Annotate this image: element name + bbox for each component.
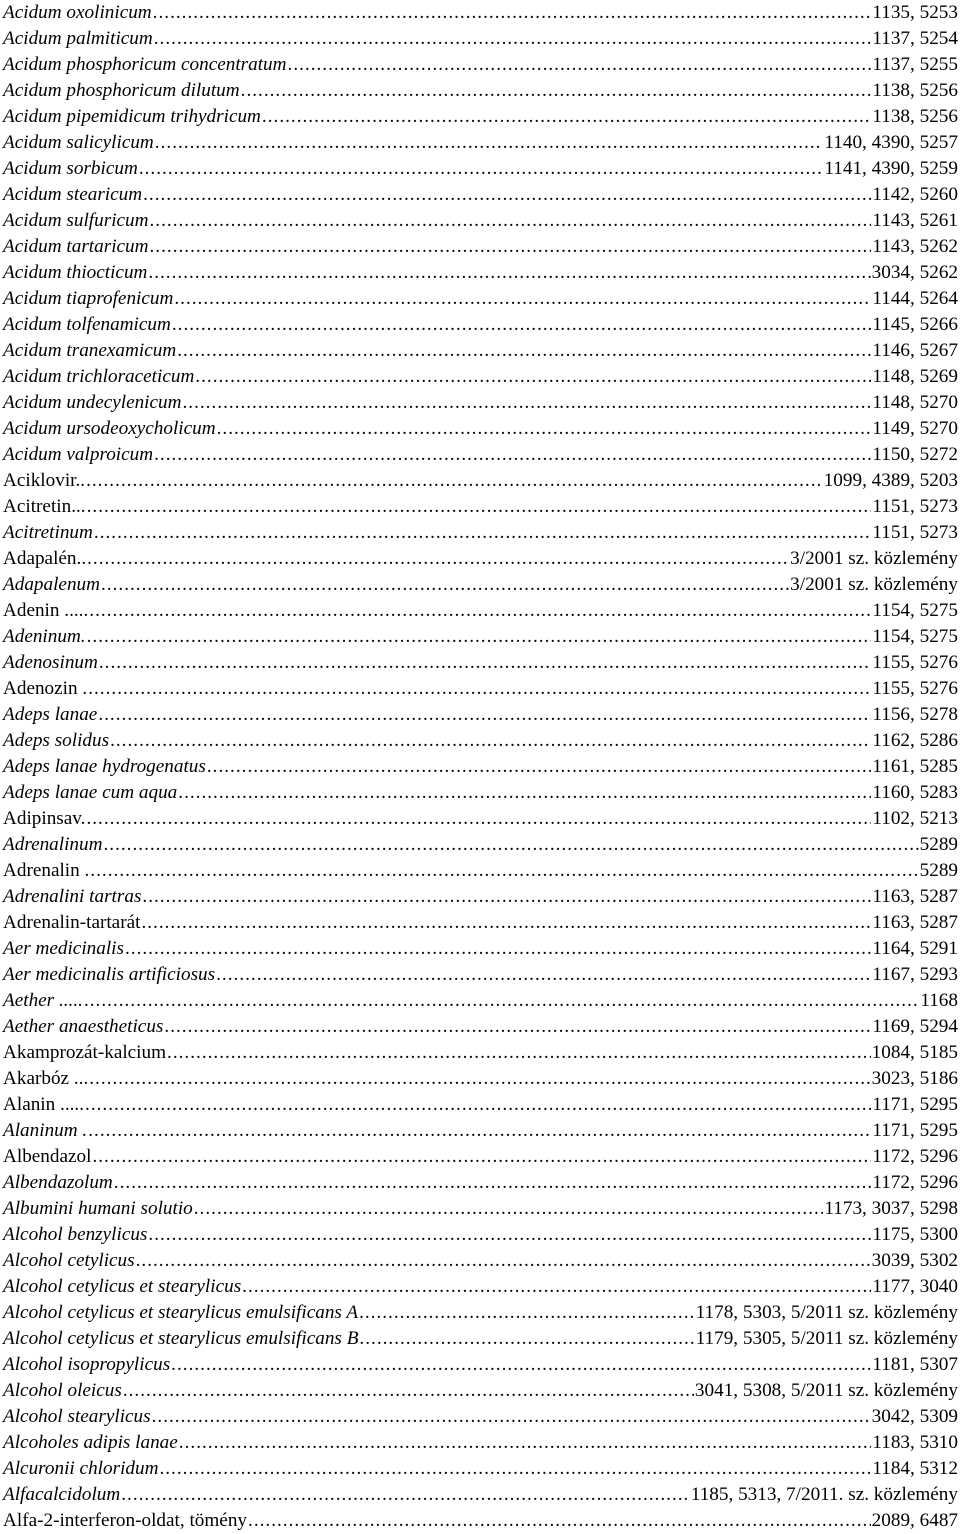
entry-page-refs: 1175, 5300 xyxy=(872,1224,958,1245)
entry-page-refs: 1162, 5286 xyxy=(872,730,958,751)
entry-page-refs: 1084, 5185 xyxy=(871,1042,958,1063)
entry-page-refs: 1160, 5283 xyxy=(872,782,958,803)
dot-leader xyxy=(164,1014,871,1040)
index-entry xyxy=(0,910,960,936)
entry-term: Adenozin . xyxy=(3,678,88,699)
entry-term: Adrenalini tartras xyxy=(3,886,142,907)
entry-term: Acidum undecylenicum xyxy=(3,392,182,413)
index-entry xyxy=(0,832,960,858)
entry-page-refs: 1137, 5254 xyxy=(872,28,958,49)
index-entry xyxy=(0,1144,960,1170)
dot-leader xyxy=(167,1040,871,1066)
entry-page-refs: 1156, 5278 xyxy=(872,704,958,725)
entry-page-refs: 3/2001 sz. közlemény xyxy=(790,548,958,569)
entry-term: Acidum palmiticum xyxy=(3,28,153,49)
entry-term: Aciklovir.. xyxy=(3,470,86,491)
entry-page-refs: 1161, 5285 xyxy=(872,756,958,777)
index-entry xyxy=(0,1118,960,1144)
entry-term: Adrenalin . xyxy=(3,860,90,881)
index-entry xyxy=(0,1430,960,1456)
index-entry xyxy=(0,494,960,520)
index-entry xyxy=(0,572,960,598)
index-entry xyxy=(0,624,960,650)
index-entry xyxy=(0,1014,960,1040)
dot-leader xyxy=(195,364,871,390)
entry-page-refs: 1143, 5261 xyxy=(872,210,958,231)
dot-leader xyxy=(123,1378,694,1404)
index-entry xyxy=(0,598,960,624)
dot-leader xyxy=(148,1222,871,1248)
dot-leader xyxy=(207,754,872,780)
dot-leader xyxy=(148,260,870,286)
index-entry xyxy=(0,1326,960,1352)
dot-leader xyxy=(90,858,918,884)
entry-term: Alfacalcidolum xyxy=(3,1484,121,1505)
entry-term: Adipinsav. xyxy=(3,808,86,829)
entry-term: Alanin ..... xyxy=(3,1094,85,1115)
entry-page-refs: 1163, 5287 xyxy=(872,912,958,933)
entry-term: Acidum ursodeoxycholicum xyxy=(3,418,216,439)
entry-page-refs: 3034, 5262 xyxy=(871,262,958,283)
index-entry xyxy=(0,312,960,338)
dot-leader xyxy=(171,1352,871,1378)
entry-term: Acidum tartaricum xyxy=(3,236,149,257)
dot-leader xyxy=(174,286,871,312)
entry-term: Albendazol xyxy=(3,1146,92,1167)
dot-leader xyxy=(155,130,824,156)
entry-page-refs: 1168 xyxy=(920,990,958,1011)
entry-page-refs: 1154, 5275 xyxy=(872,600,958,621)
entry-page-refs: 1164, 5291 xyxy=(872,938,958,959)
entry-page-refs: 1171, 5295 xyxy=(872,1094,958,1115)
entry-page-refs: 1140, 4390, 5257 xyxy=(824,132,958,153)
dot-leader xyxy=(99,650,871,676)
index-entry xyxy=(0,650,960,676)
entry-page-refs: 1150, 5272 xyxy=(872,444,958,465)
dot-leader xyxy=(159,1456,871,1482)
entry-page-refs: 1143, 5262 xyxy=(872,236,958,257)
entry-term: Adeninum. xyxy=(3,626,86,647)
entry-page-refs: 1141, 4390, 5259 xyxy=(824,158,958,179)
entry-term: Alfa-2-interferon-oldat, tömény xyxy=(3,1510,248,1531)
entry-term: Alcohol cetylicus et stearylicus emulsificans B xyxy=(3,1328,359,1349)
entry-page-refs: 5289 xyxy=(919,860,958,881)
entry-term: Alcohol cetylicus xyxy=(3,1250,135,1271)
dot-leader xyxy=(216,962,871,988)
index-entry xyxy=(0,988,960,1014)
entry-term: Acidum oxolinicum xyxy=(3,2,152,23)
index-entry xyxy=(0,468,960,494)
entry-term: Acidum sulfuricum xyxy=(3,210,149,231)
dot-leader xyxy=(177,338,871,364)
entry-page-refs: 2089, 6487 xyxy=(871,1510,958,1531)
entry-term: Acidum tolfenamicum xyxy=(3,314,171,335)
index-entry xyxy=(0,1274,960,1300)
index-entry xyxy=(0,156,960,182)
dot-leader xyxy=(89,598,871,624)
entry-term: Akarbóz ... xyxy=(3,1068,89,1089)
dot-leader xyxy=(110,728,871,754)
index-entry xyxy=(0,1456,960,1482)
entry-page-refs: 1151, 5273 xyxy=(872,522,958,543)
index-entry xyxy=(0,962,960,988)
entry-page-refs: 1155, 5276 xyxy=(872,678,958,699)
dot-leader xyxy=(121,1482,690,1508)
index-entry xyxy=(0,286,960,312)
dot-leader xyxy=(92,1144,871,1170)
entry-page-refs: 1185, 5313, 7/2011. sz. közlemény xyxy=(690,1484,958,1505)
entry-page-refs: 1102, 5213 xyxy=(872,808,958,829)
dot-leader xyxy=(152,1404,871,1430)
dot-leader xyxy=(87,624,872,650)
entry-term: Albumini humani solutio xyxy=(3,1198,193,1219)
entry-page-refs: 1148, 5270 xyxy=(872,392,958,413)
index-entry xyxy=(0,728,960,754)
entry-page-refs: 1173, 3037, 5298 xyxy=(824,1198,958,1219)
index-entry xyxy=(0,884,960,910)
entry-term: Acidum phosphoricum concentratum xyxy=(3,54,287,75)
index-entry xyxy=(0,1508,960,1534)
entry-term: Aer medicinalis artificiosus xyxy=(3,964,216,985)
dot-leader xyxy=(150,234,872,260)
dot-leader xyxy=(103,832,918,858)
index-entry xyxy=(0,1222,960,1248)
index-entry xyxy=(0,52,960,78)
entry-page-refs: 1135, 5253 xyxy=(872,2,958,23)
entry-page-refs: 1154, 5275 xyxy=(872,626,958,647)
entry-term: Alcohol isopropylicus xyxy=(3,1354,171,1375)
entry-page-refs: 1179, 5305, 5/2011 sz. közlemény xyxy=(695,1328,958,1349)
entry-term: Acidum sorbicum xyxy=(3,158,138,179)
dot-leader xyxy=(114,1170,872,1196)
entry-page-refs: 5289 xyxy=(919,834,958,855)
dot-leader xyxy=(136,1248,871,1274)
entry-term: Adeps solidus xyxy=(3,730,110,751)
dot-leader xyxy=(154,442,871,468)
entry-page-refs: 1099, 4389, 5203 xyxy=(823,470,958,491)
entry-term: Alcoholes adipis lanae xyxy=(3,1432,178,1453)
entry-page-refs: 1145, 5266 xyxy=(872,314,958,335)
dot-leader xyxy=(84,988,919,1014)
index-entry xyxy=(0,78,960,104)
index-entry xyxy=(0,390,960,416)
dot-leader xyxy=(182,390,871,416)
index-entry xyxy=(0,1482,960,1508)
dot-leader xyxy=(94,520,871,546)
dot-leader xyxy=(172,312,872,338)
index-entry xyxy=(0,1170,960,1196)
entry-term: Alcohol stearylicus xyxy=(3,1406,151,1427)
dot-leader xyxy=(87,494,872,520)
entry-page-refs: 1177, 3040 xyxy=(872,1276,958,1297)
entry-page-refs: 1172, 5296 xyxy=(872,1172,958,1193)
dot-leader xyxy=(150,208,872,234)
index-entry xyxy=(0,1404,960,1430)
index-entry xyxy=(0,1196,960,1222)
index-entry xyxy=(0,130,960,156)
index-entry xyxy=(0,754,960,780)
entry-term: Acidum valproicum xyxy=(3,444,154,465)
dot-leader xyxy=(248,1508,871,1534)
entry-term: Adenosinum xyxy=(3,652,98,673)
entry-term: Adeps lanae hydrogenatus xyxy=(3,756,206,777)
index-entry xyxy=(0,1092,960,1118)
index-entry xyxy=(0,1352,960,1378)
index-entry xyxy=(0,260,960,286)
dot-leader xyxy=(142,884,871,910)
index-entry xyxy=(0,26,960,52)
entry-term: Acidum thiocticum xyxy=(3,262,148,283)
dot-leader xyxy=(359,1326,694,1352)
dot-leader xyxy=(86,468,823,494)
dot-leader xyxy=(125,936,871,962)
dot-leader xyxy=(139,156,824,182)
dot-leader xyxy=(98,702,871,728)
dot-leader xyxy=(241,78,872,104)
entry-term: Adrenalin-tartarát xyxy=(3,912,141,933)
dot-leader xyxy=(194,1196,824,1222)
entry-page-refs: 3023, 5186 xyxy=(871,1068,958,1089)
entry-term: Alcohol oleicus xyxy=(3,1380,122,1401)
dot-leader xyxy=(141,910,871,936)
dot-leader xyxy=(143,182,871,208)
entry-page-refs: 1163, 5287 xyxy=(872,886,958,907)
entry-page-refs: 1172, 5296 xyxy=(872,1146,958,1167)
entry-term: Acidum tranexamicum xyxy=(3,340,177,361)
entry-page-refs: 1181, 5307 xyxy=(872,1354,958,1375)
entry-term: Alaninum . xyxy=(3,1120,88,1141)
entry-term: Acidum stearicum xyxy=(3,184,143,205)
entry-page-refs: 1171, 5295 xyxy=(872,1120,958,1141)
entry-term: Adrenalinum xyxy=(3,834,103,855)
entry-term: Alcuronii chloridum xyxy=(3,1458,159,1479)
entry-term: Aether ..... xyxy=(3,990,83,1011)
dot-leader xyxy=(178,780,871,806)
index-entry xyxy=(0,702,960,728)
index-entry xyxy=(0,1300,960,1326)
entry-page-refs: 1178, 5303, 5/2011 sz. közlemény xyxy=(695,1302,958,1323)
entry-page-refs: 1146, 5267 xyxy=(872,340,958,361)
entry-term: Aer medicinalis xyxy=(3,938,124,959)
entry-page-refs: 1144, 5264 xyxy=(872,288,958,309)
index-entry xyxy=(0,520,960,546)
dot-leader xyxy=(359,1300,695,1326)
index-entry xyxy=(0,858,960,884)
index-entry xyxy=(0,1066,960,1092)
entry-page-refs: 3042, 5309 xyxy=(871,1406,958,1427)
index-entry xyxy=(0,1248,960,1274)
entry-term: Acidum trichloraceticum xyxy=(3,366,195,387)
dot-leader xyxy=(101,572,789,598)
dot-leader xyxy=(179,1430,872,1456)
entry-page-refs: 3039, 5302 xyxy=(871,1250,958,1271)
entry-term: Acidum tiaprofenicum xyxy=(3,288,174,309)
entry-page-refs: 3041, 5308, 5/2011 sz. közlemény xyxy=(694,1380,958,1401)
dot-leader xyxy=(154,26,872,52)
entry-term: Adeps lanae xyxy=(3,704,98,725)
entry-term: Aether anaestheticus xyxy=(3,1016,164,1037)
entry-page-refs: 1142, 5260 xyxy=(872,184,958,205)
dot-leader xyxy=(88,676,871,702)
entry-term: Alcohol cetylicus et stearylicus emulsificans A xyxy=(3,1302,359,1323)
entry-term: Akamprozát-kalcium xyxy=(3,1042,167,1063)
entry-page-refs: 3/2001 sz. közlemény xyxy=(790,574,958,595)
index-entry xyxy=(0,936,960,962)
index-entry xyxy=(0,182,960,208)
entry-term: Alcohol cetylicus et stearylicus xyxy=(3,1276,242,1297)
entry-term: Adenin ..... xyxy=(3,600,89,621)
index-entry xyxy=(0,234,960,260)
dot-leader xyxy=(288,52,872,78)
dot-leader xyxy=(217,416,872,442)
entry-page-refs: 1155, 5276 xyxy=(872,652,958,673)
index-entry xyxy=(0,676,960,702)
dot-leader xyxy=(85,1092,871,1118)
entry-term: Adapalén.. xyxy=(3,548,87,569)
index-entry xyxy=(0,104,960,130)
entry-page-refs: 1138, 5256 xyxy=(872,106,958,127)
index-entry xyxy=(0,806,960,832)
entry-term: Acitretin... xyxy=(3,496,86,517)
dot-leader xyxy=(153,0,872,26)
index-entry xyxy=(0,780,960,806)
entry-page-refs: 1184, 5312 xyxy=(872,1458,958,1479)
entry-page-refs: 1137, 5255 xyxy=(872,54,958,75)
index-entry xyxy=(0,338,960,364)
entry-term: Acidum salicylicum xyxy=(3,132,154,153)
dot-leader xyxy=(87,546,789,572)
index-entry xyxy=(0,546,960,572)
index-entry xyxy=(0,0,960,26)
entry-term: Acidum pipemidicum trihydricum xyxy=(3,106,261,127)
dot-leader xyxy=(242,1274,871,1300)
index-entry xyxy=(0,1378,960,1404)
dot-leader xyxy=(86,806,871,832)
entry-page-refs: 1167, 5293 xyxy=(872,964,958,985)
entry-term: Acidum phosphoricum dilutum xyxy=(3,80,240,101)
dot-leader xyxy=(262,104,871,130)
index-entry xyxy=(0,416,960,442)
entry-term: Alcohol benzylicus xyxy=(3,1224,148,1245)
entry-term: Acitretinum xyxy=(3,522,93,543)
dot-leader xyxy=(88,1118,871,1144)
dot-leader xyxy=(89,1066,870,1092)
entry-page-refs: 1138, 5256 xyxy=(872,80,958,101)
entry-page-refs: 1169, 5294 xyxy=(872,1016,958,1037)
index-entry xyxy=(0,442,960,468)
entry-term: Adapalenum xyxy=(3,574,100,595)
entry-term: Albendazolum xyxy=(3,1172,113,1193)
entry-page-refs: 1148, 5269 xyxy=(872,366,958,387)
entry-page-refs: 1183, 5310 xyxy=(872,1432,958,1453)
index-entry xyxy=(0,208,960,234)
entry-term: Adeps lanae cum aqua xyxy=(3,782,178,803)
entry-page-refs: 1151, 5273 xyxy=(872,496,958,517)
index-entry xyxy=(0,1040,960,1066)
index-entry xyxy=(0,364,960,390)
entry-page-refs: 1149, 5270 xyxy=(872,418,958,439)
